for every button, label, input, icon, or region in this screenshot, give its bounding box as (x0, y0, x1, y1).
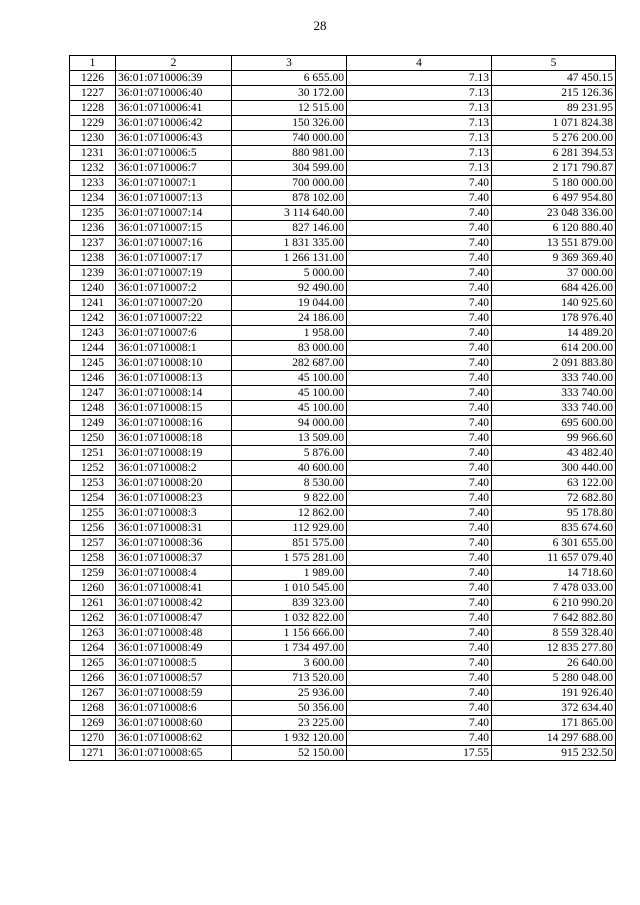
cadastral-number-cell: 36:01:0710008:59 (116, 686, 232, 701)
value-cell: 37 000.00 (492, 266, 616, 281)
table-row (70, 401, 616, 416)
rate-cell: 7.40 (347, 221, 492, 236)
rate-cell: 7.40 (347, 731, 492, 746)
row-number-cell: 1242 (70, 311, 116, 326)
row-number-cell: 1232 (70, 161, 116, 176)
row-number-cell: 1244 (70, 341, 116, 356)
value-cell: 89 231.95 (492, 101, 616, 116)
table-row (70, 176, 616, 191)
row-number-cell: 1227 (70, 86, 116, 101)
area-cell: 878 102.00 (232, 191, 347, 206)
value-cell: 191 926.40 (492, 686, 616, 701)
area-cell: 851 575.00 (232, 536, 347, 551)
area-cell: 1 156 666.00 (232, 626, 347, 641)
rate-cell: 7.40 (347, 656, 492, 671)
table-row (70, 161, 616, 176)
cadastral-number-cell: 36:01:0710007:14 (116, 206, 232, 221)
value-cell: 140 925.60 (492, 296, 616, 311)
value-cell: 7 642 882.80 (492, 611, 616, 626)
cadastral-number-cell: 36:01:0710007:22 (116, 311, 232, 326)
row-number-cell: 1236 (70, 221, 116, 236)
cadastral-number-cell: 36:01:0710007:17 (116, 251, 232, 266)
cadastral-number-cell: 36:01:0710007:13 (116, 191, 232, 206)
value-cell: 2 171 790.87 (492, 161, 616, 176)
header-cell-col-2: 2 (116, 56, 232, 71)
cadastral-number-cell: 36:01:0710008:20 (116, 476, 232, 491)
value-cell: 7 478 033.00 (492, 581, 616, 596)
table-row (70, 206, 616, 221)
area-cell: 1 010 545.00 (232, 581, 347, 596)
value-cell: 72 682.80 (492, 491, 616, 506)
table-row (70, 266, 616, 281)
rate-cell: 7.40 (347, 521, 492, 536)
cadastral-number-cell: 36:01:0710008:42 (116, 596, 232, 611)
area-cell: 827 146.00 (232, 221, 347, 236)
table-row (70, 536, 616, 551)
table-row (70, 461, 616, 476)
row-number-cell: 1270 (70, 731, 116, 746)
area-cell: 1 958.00 (232, 326, 347, 341)
value-cell: 5 276 200.00 (492, 131, 616, 146)
value-cell: 23 048 336.00 (492, 206, 616, 221)
cadastral-number-cell: 36:01:0710008:19 (116, 446, 232, 461)
row-number-cell: 1237 (70, 236, 116, 251)
table-row (70, 656, 616, 671)
row-number-cell: 1234 (70, 191, 116, 206)
cadastral-number-cell: 36:01:0710008:31 (116, 521, 232, 536)
area-cell: 45 100.00 (232, 401, 347, 416)
value-cell: 614 200.00 (492, 341, 616, 356)
table-row (70, 191, 616, 206)
area-cell: 3 600.00 (232, 656, 347, 671)
row-number-cell: 1263 (70, 626, 116, 641)
row-number-cell: 1250 (70, 431, 116, 446)
area-cell: 50 356.00 (232, 701, 347, 716)
table-row (70, 341, 616, 356)
rate-cell: 7.40 (347, 566, 492, 581)
cadastral-number-cell: 36:01:0710008:18 (116, 431, 232, 446)
cadastral-number-cell: 36:01:0710006:39 (116, 71, 232, 86)
cadastral-number-cell: 36:01:0710008:2 (116, 461, 232, 476)
value-cell: 333 740.00 (492, 371, 616, 386)
table-row (70, 71, 616, 86)
rate-cell: 7.40 (347, 266, 492, 281)
row-number-cell: 1241 (70, 296, 116, 311)
rate-cell: 7.40 (347, 641, 492, 656)
rate-cell: 7.13 (347, 86, 492, 101)
table-row (70, 446, 616, 461)
area-cell: 150 326.00 (232, 116, 347, 131)
row-number-cell: 1267 (70, 686, 116, 701)
area-cell: 700 000.00 (232, 176, 347, 191)
area-cell: 45 100.00 (232, 386, 347, 401)
area-cell: 92 490.00 (232, 281, 347, 296)
table-row (70, 101, 616, 116)
table-row (70, 251, 616, 266)
rate-cell: 7.13 (347, 71, 492, 86)
row-number-cell: 1230 (70, 131, 116, 146)
rate-cell: 7.40 (347, 581, 492, 596)
table-header-row (70, 56, 616, 71)
rate-cell: 7.40 (347, 626, 492, 641)
value-cell: 6 281 394.53 (492, 146, 616, 161)
table-row (70, 671, 616, 686)
table-row (70, 116, 616, 131)
value-cell: 684 426.00 (492, 281, 616, 296)
area-cell: 52 150.00 (232, 746, 347, 761)
cadastral-number-cell: 36:01:0710006:5 (116, 146, 232, 161)
cadastral-number-cell: 36:01:0710008:36 (116, 536, 232, 551)
row-number-cell: 1235 (70, 206, 116, 221)
rate-cell: 7.40 (347, 536, 492, 551)
cadastral-number-cell: 36:01:0710006:42 (116, 116, 232, 131)
rate-cell: 7.40 (347, 551, 492, 566)
area-cell: 6 655.00 (232, 71, 347, 86)
value-cell: 6 120 880.40 (492, 221, 616, 236)
area-cell: 24 186.00 (232, 311, 347, 326)
cadastral-number-cell: 36:01:0710008:49 (116, 641, 232, 656)
cadastral-number-cell: 36:01:0710008:3 (116, 506, 232, 521)
row-number-cell: 1253 (70, 476, 116, 491)
table-row (70, 326, 616, 341)
row-number-cell: 1264 (70, 641, 116, 656)
area-cell: 25 936.00 (232, 686, 347, 701)
cadastral-number-cell: 36:01:0710007:6 (116, 326, 232, 341)
rate-cell: 7.40 (347, 701, 492, 716)
cadastral-number-cell: 36:01:0710006:40 (116, 86, 232, 101)
header-cell-col-5: 5 (492, 56, 616, 71)
rate-cell: 7.40 (347, 476, 492, 491)
value-cell: 915 232.50 (492, 746, 616, 761)
rate-cell: 7.40 (347, 356, 492, 371)
row-number-cell: 1226 (70, 71, 116, 86)
value-cell: 5 180 000.00 (492, 176, 616, 191)
table-row (70, 491, 616, 506)
rate-cell: 7.40 (347, 251, 492, 266)
area-cell: 1 831 335.00 (232, 236, 347, 251)
table-row (70, 686, 616, 701)
area-cell: 5 876.00 (232, 446, 347, 461)
area-cell: 40 600.00 (232, 461, 347, 476)
rate-cell: 7.40 (347, 446, 492, 461)
area-cell: 8 530.00 (232, 476, 347, 491)
area-cell: 282 687.00 (232, 356, 347, 371)
rate-cell: 7.13 (347, 146, 492, 161)
cadastral-number-cell: 36:01:0710007:16 (116, 236, 232, 251)
row-number-cell: 1251 (70, 446, 116, 461)
table-row (70, 416, 616, 431)
row-number-cell: 1247 (70, 386, 116, 401)
area-cell: 112 929.00 (232, 521, 347, 536)
cadastral-number-cell: 36:01:0710007:15 (116, 221, 232, 236)
value-cell: 63 122.00 (492, 476, 616, 491)
area-cell: 9 822.00 (232, 491, 347, 506)
rate-cell: 7.40 (347, 506, 492, 521)
rate-cell: 7.40 (347, 491, 492, 506)
cadastral-number-cell: 36:01:0710008:5 (116, 656, 232, 671)
value-cell: 9 369 369.40 (492, 251, 616, 266)
header-cell-col-4: 4 (347, 56, 492, 71)
row-number-cell: 1231 (70, 146, 116, 161)
value-cell: 178 976.40 (492, 311, 616, 326)
row-number-cell: 1246 (70, 371, 116, 386)
area-cell: 19 044.00 (232, 296, 347, 311)
cadastral-number-cell: 36:01:0710008:23 (116, 491, 232, 506)
rate-cell: 7.13 (347, 116, 492, 131)
area-cell: 304 599.00 (232, 161, 347, 176)
cadastral-number-cell: 36:01:0710008:14 (116, 386, 232, 401)
value-cell: 300 440.00 (492, 461, 616, 476)
table-row (70, 701, 616, 716)
row-number-cell: 1238 (70, 251, 116, 266)
area-cell: 713 520.00 (232, 671, 347, 686)
table-row (70, 746, 616, 761)
area-cell: 1 932 120.00 (232, 731, 347, 746)
row-number-cell: 1229 (70, 116, 116, 131)
row-number-cell: 1261 (70, 596, 116, 611)
cadastral-number-cell: 36:01:0710008:10 (116, 356, 232, 371)
table-row (70, 566, 616, 581)
value-cell: 12 835 277.80 (492, 641, 616, 656)
row-number-cell: 1245 (70, 356, 116, 371)
area-cell: 1 266 131.00 (232, 251, 347, 266)
cadastral-number-cell: 36:01:0710008:62 (116, 731, 232, 746)
value-cell: 215 126.36 (492, 86, 616, 101)
row-number-cell: 1259 (70, 566, 116, 581)
table-row (70, 626, 616, 641)
rate-cell: 7.13 (347, 161, 492, 176)
cadastral-number-cell: 36:01:0710008:48 (116, 626, 232, 641)
rate-cell: 7.40 (347, 671, 492, 686)
row-number-cell: 1260 (70, 581, 116, 596)
table-row (70, 581, 616, 596)
rate-cell: 17.55 (347, 746, 492, 761)
cadastral-number-cell: 36:01:0710007:19 (116, 266, 232, 281)
value-cell: 14 489.20 (492, 326, 616, 341)
rate-cell: 7.13 (347, 101, 492, 116)
cadastral-number-cell: 36:01:0710008:6 (116, 701, 232, 716)
area-cell: 1 575 281.00 (232, 551, 347, 566)
rate-cell: 7.40 (347, 191, 492, 206)
rate-cell: 7.40 (347, 386, 492, 401)
value-cell: 372 634.40 (492, 701, 616, 716)
cadastral-number-cell: 36:01:0710008:41 (116, 581, 232, 596)
area-cell: 740 000.00 (232, 131, 347, 146)
table-row (70, 596, 616, 611)
row-number-cell: 1265 (70, 656, 116, 671)
table-row (70, 86, 616, 101)
area-cell: 1 032 822.00 (232, 611, 347, 626)
table-row (70, 611, 616, 626)
area-cell: 13 509.00 (232, 431, 347, 446)
row-number-cell: 1233 (70, 176, 116, 191)
rate-cell: 7.40 (347, 716, 492, 731)
table-row (70, 311, 616, 326)
cadastral-number-cell: 36:01:0710006:7 (116, 161, 232, 176)
cadastral-value-table (69, 55, 616, 761)
cadastral-number-cell: 36:01:0710008:1 (116, 341, 232, 356)
area-cell: 3 114 640.00 (232, 206, 347, 221)
value-cell: 333 740.00 (492, 386, 616, 401)
row-number-cell: 1255 (70, 506, 116, 521)
cadastral-number-cell: 36:01:0710008:15 (116, 401, 232, 416)
row-number-cell: 1252 (70, 461, 116, 476)
rate-cell: 7.40 (347, 176, 492, 191)
row-number-cell: 1257 (70, 536, 116, 551)
rate-cell: 7.40 (347, 311, 492, 326)
row-number-cell: 1239 (70, 266, 116, 281)
cadastral-number-cell: 36:01:0710008:60 (116, 716, 232, 731)
table-row (70, 431, 616, 446)
row-number-cell: 1249 (70, 416, 116, 431)
cadastral-number-cell: 36:01:0710008:16 (116, 416, 232, 431)
rate-cell: 7.40 (347, 236, 492, 251)
cadastral-number-cell: 36:01:0710007:1 (116, 176, 232, 191)
row-number-cell: 1240 (70, 281, 116, 296)
area-cell: 12 862.00 (232, 506, 347, 521)
table-row (70, 236, 616, 251)
rate-cell: 7.13 (347, 131, 492, 146)
area-cell: 12 515.00 (232, 101, 347, 116)
table-row (70, 716, 616, 731)
rate-cell: 7.40 (347, 341, 492, 356)
rate-cell: 7.40 (347, 206, 492, 221)
table-row (70, 731, 616, 746)
cadastral-number-cell: 36:01:0710006:41 (116, 101, 232, 116)
value-cell: 99 966.60 (492, 431, 616, 446)
value-cell: 14 718.60 (492, 566, 616, 581)
rate-cell: 7.40 (347, 296, 492, 311)
value-cell: 2 091 883.80 (492, 356, 616, 371)
rate-cell: 7.40 (347, 326, 492, 341)
table-row (70, 476, 616, 491)
value-cell: 6 301 655.00 (492, 536, 616, 551)
row-number-cell: 1262 (70, 611, 116, 626)
cadastral-number-cell: 36:01:0710006:43 (116, 131, 232, 146)
row-number-cell: 1243 (70, 326, 116, 341)
value-cell: 695 600.00 (492, 416, 616, 431)
value-cell: 43 482.40 (492, 446, 616, 461)
cadastral-number-cell: 36:01:0710008:37 (116, 551, 232, 566)
rate-cell: 7.40 (347, 416, 492, 431)
value-cell: 1 071 824.38 (492, 116, 616, 131)
rate-cell: 7.40 (347, 686, 492, 701)
row-number-cell: 1228 (70, 101, 116, 116)
value-cell: 333 740.00 (492, 401, 616, 416)
area-cell: 880 981.00 (232, 146, 347, 161)
area-cell: 23 225.00 (232, 716, 347, 731)
row-number-cell: 1256 (70, 521, 116, 536)
row-number-cell: 1266 (70, 671, 116, 686)
row-number-cell: 1269 (70, 716, 116, 731)
area-cell: 1 989.00 (232, 566, 347, 581)
table-row (70, 221, 616, 236)
area-cell: 94 000.00 (232, 416, 347, 431)
value-cell: 95 178.80 (492, 506, 616, 521)
table-row (70, 131, 616, 146)
page-number: 28 (313, 18, 327, 33)
cadastral-number-cell: 36:01:0710007:20 (116, 296, 232, 311)
area-cell: 30 172.00 (232, 86, 347, 101)
area-cell: 83 000.00 (232, 341, 347, 356)
value-cell: 8 559 328.40 (492, 626, 616, 641)
value-cell: 6 210 990.20 (492, 596, 616, 611)
value-cell: 13 551 879.00 (492, 236, 616, 251)
row-number-cell: 1271 (70, 746, 116, 761)
value-cell: 26 640.00 (492, 656, 616, 671)
table-row (70, 521, 616, 536)
rate-cell: 7.40 (347, 401, 492, 416)
value-cell: 171 865.00 (492, 716, 616, 731)
row-number-cell: 1268 (70, 701, 116, 716)
area-cell: 5 000.00 (232, 266, 347, 281)
rate-cell: 7.40 (347, 461, 492, 476)
area-cell: 839 323.00 (232, 596, 347, 611)
table-row (70, 386, 616, 401)
rate-cell: 7.40 (347, 611, 492, 626)
area-cell: 1 734 497.00 (232, 641, 347, 656)
row-number-cell: 1248 (70, 401, 116, 416)
row-number-cell: 1254 (70, 491, 116, 506)
header-cell-col-3: 3 (232, 56, 347, 71)
rate-cell: 7.40 (347, 281, 492, 296)
table-row (70, 551, 616, 566)
table-row (70, 506, 616, 521)
cadastral-number-cell: 36:01:0710008:65 (116, 746, 232, 761)
cadastral-number-cell: 36:01:0710008:57 (116, 671, 232, 686)
cadastral-number-cell: 36:01:0710008:47 (116, 611, 232, 626)
row-number-cell: 1258 (70, 551, 116, 566)
value-cell: 14 297 688.00 (492, 731, 616, 746)
value-cell: 11 657 079.40 (492, 551, 616, 566)
value-cell: 47 450.15 (492, 71, 616, 86)
cadastral-number-cell: 36:01:0710008:4 (116, 566, 232, 581)
table-row (70, 146, 616, 161)
rate-cell: 7.40 (347, 431, 492, 446)
value-cell: 5 280 048.00 (492, 671, 616, 686)
value-cell: 835 674.60 (492, 521, 616, 536)
area-cell: 45 100.00 (232, 371, 347, 386)
table-row (70, 281, 616, 296)
rate-cell: 7.40 (347, 371, 492, 386)
table-row (70, 371, 616, 386)
rate-cell: 7.40 (347, 596, 492, 611)
cadastral-number-cell: 36:01:0710007:2 (116, 281, 232, 296)
cadastral-number-cell: 36:01:0710008:13 (116, 371, 232, 386)
table-row (70, 641, 616, 656)
table-row (70, 296, 616, 311)
header-cell-col-1: 1 (70, 56, 116, 71)
table-row (70, 356, 616, 371)
value-cell: 6 497 954.80 (492, 191, 616, 206)
